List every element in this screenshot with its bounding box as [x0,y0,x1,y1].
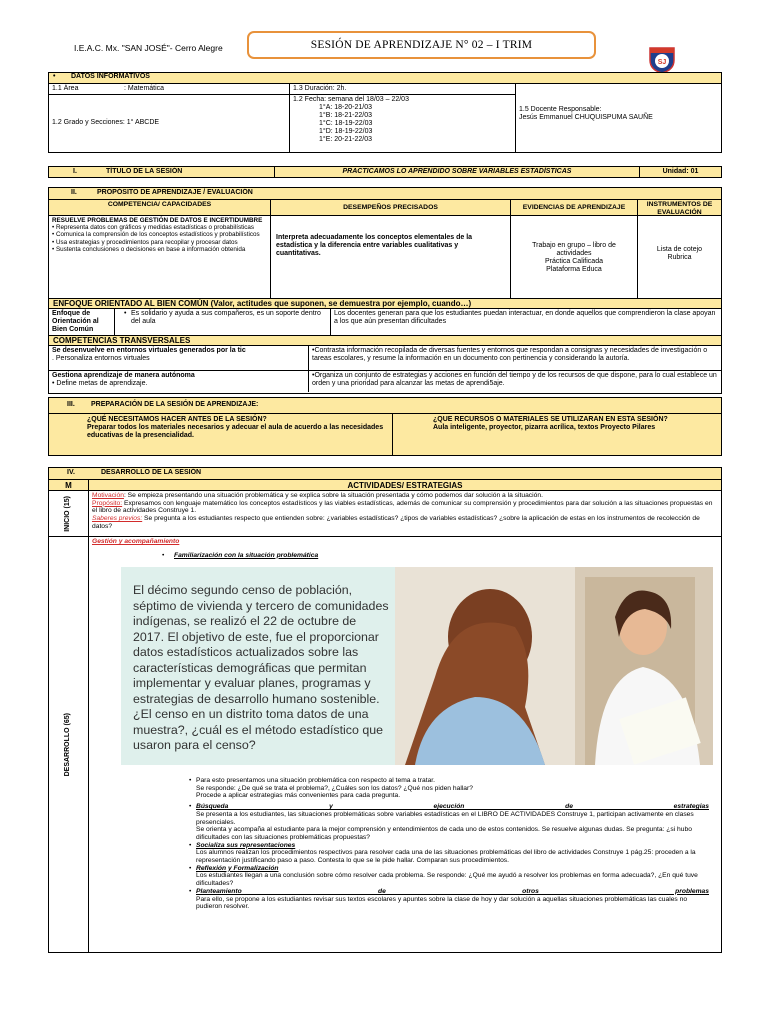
area-value: : Matemática [124,85,165,92]
logo-letters: SJ [657,59,667,66]
col-actividades: ACTIVIDADES/ ESTRATEGIAS [347,481,463,490]
fecha-1a: 1°A: 18-20-21/03 [319,104,373,112]
capacidad-4: • Sustenta conclusiones o decisiones en base a información obtenida [52,245,246,253]
census-photo [395,567,713,765]
census-paragraph: El décimo segundo censo de población, séptimo de vivienda y tercero de comunidades indígenas, se realizó el 22 de octubre de 2017. El objetivo de este, fue el proporcionar datos estadísticos actualizados sobre las características demográficas que permitan implementar y evaluar planes, programas y estrategias de desarrollo humano sostenible. [133,583,389,706]
preparacion-heading: PREPARACIÓN DE LA SESIÓN DE APRENDIZAJE: [91,401,259,408]
competencia-title: RESUELVE PROBLEMAS DE GESTIÓN DE DATOS E INCERTIDUMBRE [52,217,263,224]
desarrollo-heading: DESARROLLO DE LA SESIÓN [101,469,202,476]
census-text-panel [121,567,395,765]
col-instrumentos: INSTRUMENTOS DE EVALUACIÓN [646,201,713,216]
planteamiento-label: • Planteamiento de otros problemas [196,887,709,895]
reflexion-label: • Reflexión y Formalización [196,864,279,872]
census-question: ¿El censo en un distrito toma datos de una muestra?, ¿cuál es el método estadístico que usaron para el censo? [133,707,384,752]
transversal-1-desc: •Contrasta información recopilada de diversas fuentes y entornos que respondan a consignas y necesidades de investigación o tareas escolares, y resume la información en un documento con pertinencia y considerando la autoría. [312,347,708,363]
proposito-num: II. [71,189,77,196]
familiarizacion-label: Familiarización con la situación problemática [174,551,319,559]
datos-heading: DATOS INFORMATIVOS [71,73,150,80]
inicio-label: INICIO (15) [64,495,72,532]
saberes-label: Saberes previos: [92,515,143,523]
transversal-2-cap: • Define metas de aprendizaje. [52,380,148,388]
preparacion-q1: ¿QUÉ NECESITAMOS HACER ANTES DE LA SESIÓN? [87,416,267,423]
motivacion-label: Motivación [92,492,124,499]
col-desempenos: DESEMPEÑOS PRECISADOS [271,200,511,215]
capacidad-3: • Usa estrategias y procedimientos para recopilar y procesar datos [52,238,238,246]
busqueda-text-1: Se presenta a los estudiantes, las situaciones problemáticas sobre variables estadísticas en el LIBRO DE ACTIVIDADES Construye 1, participan activamente en clases presenciales. [196,810,694,826]
desarrollo-label: DESARROLLO (65) [64,712,72,777]
fecha-label: 1.2 Fecha: semana del 18/03 – 22/03 [293,96,409,103]
census-illustration [121,567,713,765]
titulo-label: TÍTULO DE LA SESIÓN [103,167,275,177]
transversal-2-title: Gestiona aprendizaje de manera autónoma [52,372,195,379]
planteamiento-text: Para ello, se propone a los estudiantes revisar sus textos escolares y apuntes sobre la clase de hoy y dar solución a aquellas situaciones problemáticas las cuales no pudieron resolver. [196,895,688,911]
evidencia-2: Práctica Calificada [545,258,603,266]
socializa-text: Los alumnos realizan los procedimientos respectivos para resolver cada una de las situaciones problemáticas del libro de actividades Construye 1 pág.25: proceden a la representación justificando paso a paso. Contesta lo que se le pide hallar. Comparan sus procedimientos. [196,849,696,865]
grado-secciones: 1.2 Grado y Secciones: 1° ABCDE [52,119,160,126]
transversal-1-cap: . Personaliza entornos virtuales [52,355,150,363]
preparacion-a2: Aula inteligente, proyector, pizarra acrílica, textos Proyecto Pilares [433,424,656,432]
col-evidencias: EVIDENCIAS DE APRENDIZAJE [511,200,638,215]
titulo-block [48,166,722,178]
col-m: M [49,480,89,490]
proposito-heading: PROPÓSITO DE APRENDIZAJE / EVALUACIÓN [97,189,253,196]
evidencia-3: Plataforma Educa [546,266,602,274]
school-name: I.E.A.C. Mx. "SAN JOSÉ"- Cerro Alegre [74,43,223,53]
docente-label: 1.5 Docente Responsable: [519,106,602,113]
fecha-1c: 1°C: 18-19-22/03 [319,120,373,128]
titulo-num: I. [73,168,77,175]
preparacion-q2: ¿QUE RECURSOS O MATERIALES SE UTILIZARAN EN ESTA SESIÓN? [433,416,668,423]
docente-name: Jesús Emmanuel CHUQUISPUMA SAUÑE [519,114,653,122]
preparacion-block [48,397,722,456]
unidad: Unidad: 01 [662,168,699,175]
proposito-block [48,187,722,394]
fecha-1e: 1°E: 20-21-22/03 [319,136,373,144]
area-label: 1.1 Área [52,85,79,92]
proposito-label: Propósito: [92,499,123,507]
capacidad-1: • Representa datos con gráficos y medidas estadísticas o probabilísticas [52,224,255,232]
preparacion-a1: Preparar todos los materiales necesarios y adecuar el aula de acuerdo a las necesidades educativas de la presencialidad. [87,424,384,440]
proposito-text: Expresamos con lenguaje matemático los conceptos estadísticos y las viables estadísticas, además de comunicar su comprensión y procedimientos para dar solución a las situaciones propuestas en el libro de actividades Construye 1. [92,499,713,515]
transversales-heading: COMPETENCIAS TRANSVERSALES [49,336,721,346]
titulo-value: PRACTICAMOS LO APRENDIDO SOBRE VARIABLES ESTADÍSTICAS [275,167,640,177]
enfoque-ejemplo: Los docentes generan para que los estudiantes puedan interactuar, en donde aquellos que comprendieron la clase apoyan a los que aún presentan dificultades [334,310,716,326]
desempeno: Interpreta adecuadamente los conceptos elementales de la estadística y la diferencia entre variables cualitativas y cuantitativas. [271,216,511,298]
session-title: SESIÓN DE APRENDIZAJE N° 02 – I TRIM [247,31,596,59]
reflexion-text: Los estudiantes llegan a una conclusión sobre cómo resolver cada problema. Se responde: ¿Qué me ayudó a resolver los problemas en forma adecuada?, ¿En qué tuve dificultades? [196,872,698,888]
capacidad-2: • Comunica la comprensión de los conceptos estadísticos y probabilísticos [52,231,260,239]
duracion: 1.3 Duración: 2h. [290,84,515,95]
busqueda-label: • Búsqueda y ejecución de estrategias [196,803,709,811]
transversal-2-desc: •Organiza un conjunto de estrategias y acciones en función del tiempo y de los recursos de que dispone, para lo cual establece un orden y una prioridad para alcanzar las metas de aprendi5aje. [312,372,717,388]
paso-1-preguntas: Se responde: ¿De qué se trata el problema?, ¿Cuáles son los datos? ¿Qué nos piden hallar? [196,784,473,792]
instrumento-1: Lista de cotejo [656,246,703,253]
gestion-label: Gestión y acompañamiento [92,538,180,545]
motivacion-text: : Se empieza presentando una situación problemática y se explica sobre la situación presentada y cómo podemos dar solución a la situación. [123,492,543,499]
saberes-text: Se pregunta a los estudiantes respecto que entienden sobre: ¿variables estadísticas? ¿tipos de variables estadísticas? ¿sobre la aplicación de estas en los instrumentos de recolección de datos? [92,515,700,530]
datos-informativos-block: • DATOS INFORMATIVOS 1.1 Área : Matemática 1.2 Grado y Secciones: 1° ABCDE 1.3 Duración: 2h. 1.2 Fecha: semana del 18/03 – 22/03 1°A: 18-20-21/03 1°B: 18-21-22/03 1°C: 18-19-22/03 1°D: 18-19-22/03 1°E: 20-21-22/03 1.5 Docente Responsable: Jesús Emmanuel CHUQUISPUMA SAUÑE [48,72,722,153]
desarrollo-num: IV. [67,469,75,476]
school-logo [648,44,676,74]
col-competencia: COMPETENCIA/ CAPACIDADES [49,200,271,215]
fecha-1d: 1°D: 18-19-22/03 [319,128,373,136]
enfoque-actitud: • Es solidario y ayuda a sus compañeros, es un soporte dentro del aula [124,310,327,326]
desarrollo-block: IV. DESARROLLO DE LA SESIÓN M ACTIVIDADES/ ESTRATEGIAS INICIO (15) Motivación: Se empieza presentando una situación problemática y se explica sobre la situación presentada y cómo podemos dar solución a la situación. Propósito: Expresamos con lenguaje matemático los conceptos estadísticos y las viables estadísticas, además de comunicar su comprensión y procedimientos para dar solución a las situaciones propuestas en el libro de actividades Construye 1. Saberes previos: Se pregunta a los estudiantes respecto que entienden sobre: ¿variables estadísticas? ¿tipos de variables estadísticas? ¿sobre la aplicación de estas en los instrumentos de recolección de datos? DESARROLLO (65) Gestión y acompañamiento • Familiarización con la situación problemática • Para esto presentamos una situación problemática con respecto al tema a tratar. Se responde: ¿De qué se trata el problema?, ¿Cuáles son los datos? ¿Qué nos piden hallar? Procede a aplicar estrategias más convenientes para cada pregunta. • Búsqueda y ejecución de estrategias Se presenta a los estudiantes, las situaciones problemáticas sobre variables estadísticas en el LIBRO DE ACTIVIDADES Construye 1, participan activamente en clases presenciales. Se orienta y acompaña al estudiante para la mejor comprensión y entendimientos de cada uno de estos contenidos. Se resuelve algunas dudas. Se pregunta: ¿si hubo dificultades con las situaciones problemáticas propuestas? • Socializa sus representaciones Los alumnos realizan los procedimientos respectivos para resolver cada una de las situaciones problemáticas del libro de actividades Construye 1 pág.25: proceden a la representación justificando paso a paso. Contesta lo que se le pide hallar. Comparan sus procedimientos. • Reflexión y Formalización Los estudiantes llegan a una conclusión sobre cómo resolver cada problema. Se responde: ¿Qué me ayudó a resolver los problemas en forma adecuada?, ¿En qué tuve dificultades? • Planteamiento de otros problemas Para ello, se propone a los estudiantes revisar sus textos escolares y apuntes sobre la clase de hoy y dar solución a aquellas situaciones problemáticas las cuales no pudieron resolver. [48,467,722,953]
paso-1-procede: Procede a aplicar estrategias más convenientes para cada pregunta. [196,792,401,800]
socializa-label: • Socializa sus representaciones [196,841,296,849]
evidencia-1: Trabajo en grupo – libro de actividades [532,242,616,258]
fecha-1b: 1°B: 18-21-22/03 [319,112,373,120]
enfoque-label: Enfoque de Orientación al Bien Común [49,309,115,335]
preparacion-num: III. [67,401,75,408]
paso-1: • Para esto presentamos una situación problemática con respecto al tema a tratar. Se responde: ¿De qué se trata el problema?, ¿Cuáles son los datos? ¿Qué nos piden hallar? Procede a aplicar estrategias más convenientes para cada pregunta. [189,777,709,800]
busqueda-text-2: Se orienta y acompaña al estudiante para la mejor comprensión y entendimientos de cada uno de estos contenidos. Se resuelve algunas dudas. Se pregunta: ¿si hubo dificultades con las situaciones problemáticas propuestas? [196,826,692,841]
instrumento-2: Rubrica [667,254,692,262]
enfoque-heading: ENFOQUE ORIENTADO AL BIEN COMÚN (Valor, actitudes que suponen, se demuestra por ejemplo, cuando…) [49,299,721,309]
transversal-1-title: Se desenvuelve en entornos virtuales generados por la tic [52,347,246,354]
